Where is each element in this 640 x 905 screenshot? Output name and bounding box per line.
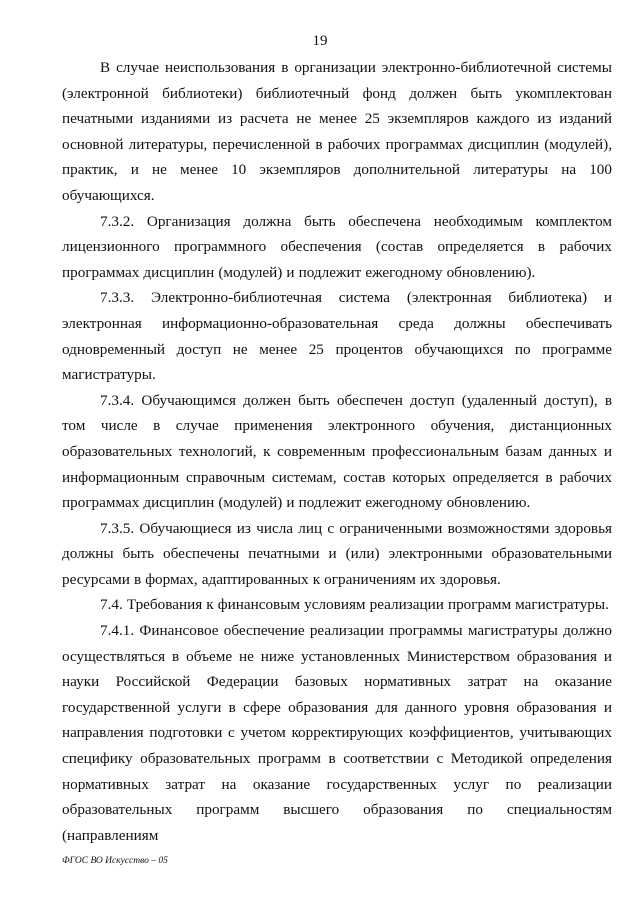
paragraph-library-fund: В случае неиспользования в организации электронно-библиотечной системы (электронной библиотеки) библиотечный фонд должен быть укомплектован печатными изданиями из расчета не менее 25 экземпляров каждого из изданий основной литературы, перечисленной в рабочих программах дисциплин (модулей), практик, и не менее 10 экземпляров дополнительной литературы на 100 обучающихся.	[62, 59, 612, 204]
document-body	[62, 55, 612, 848]
paragraph-7-4-1: 7.4.1. Финансовое обеспечение реализации программы магистратуры должно осуществляться в объеме не ниже установленных Министерством образования и науки Российской Федерации базовых нормативных затрат на оказание государственной услуги в сфере образования для данного уровня образования и направления подготовки с учетом корректирующих коэффициентов, учитывающих специфику образовательных программ в соответствии с Методикой определения нормативных затрат на оказание государственных услуг по реализации образовательных программ высшего образования по специальностям (направлениям	[62, 622, 612, 844]
paragraph-7-3-3: 7.3.3. Электронно-библиотечная система (электронная библиотека) и электронная информационно-образовательная среда должны обеспечивать одновременный доступ не менее 25 процентов обучающихся по программе магистратуры.	[62, 289, 612, 384]
page-number: 19	[312, 33, 328, 49]
paragraph-7-3-2: 7.3.2. Организация должна быть обеспечена необходимым комплектом лицензионного программного обеспечения (состав определяется в рабочих программах дисциплин (модулей) и подлежит ежегодному обновлению).	[62, 212, 612, 281]
paragraph-7-3-5: 7.3.5. Обучающиеся из числа лиц с ограниченными возможностями здоровья должны быть обеспечены печатными и (или) электронными образовательными ресурсами в формах, адаптированных к ограничениям их здоровья.	[62, 519, 612, 588]
paragraph-7-3-4: 7.3.4. Обучающимся должен быть обеспечен доступ (удаленный доступ), в том числе в случае применения электронного обучения, дистанционных образовательных технологий, к современным профессиональным базам данных и информационным справочным системам, состав которых определяется в рабочих программах дисциплин (модулей) и подлежит ежегодному обновлению.	[62, 391, 612, 512]
paragraph-7-4: 7.4. Требования к финансовым условиям реализации программ магистратуры.	[100, 596, 609, 614]
footer-document-code: ФГОС ВО Искусство – 05	[62, 856, 168, 866]
